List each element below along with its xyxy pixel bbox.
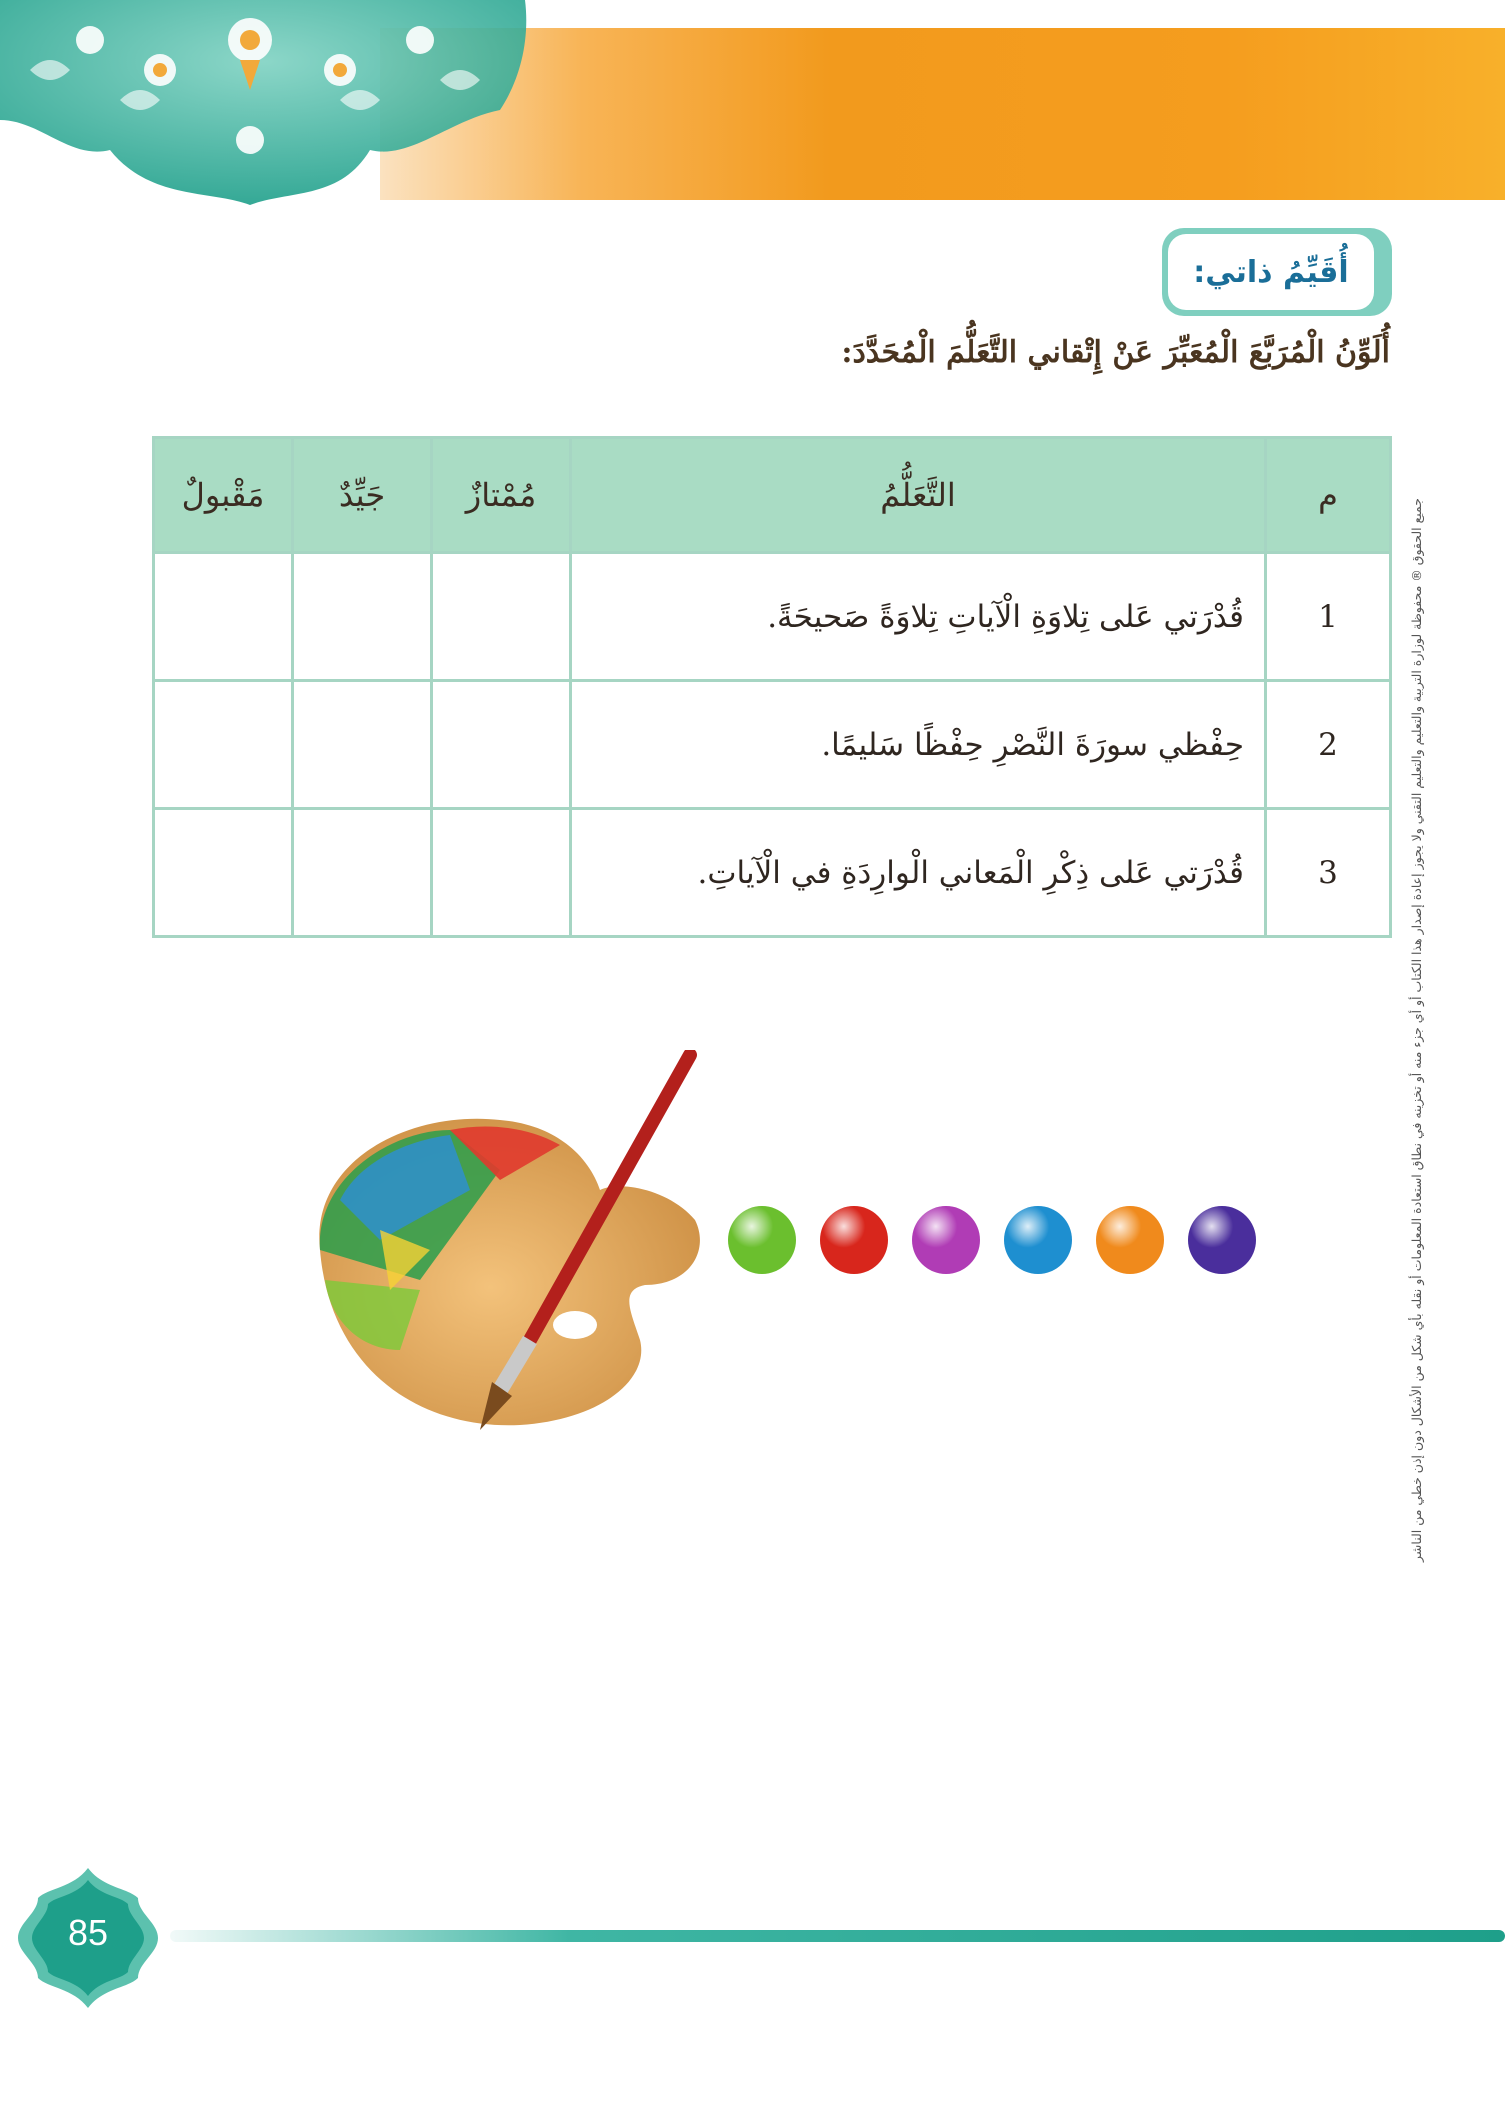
self-evaluation-label-inner [1168,234,1374,310]
table-row [154,681,1391,809]
row-number: 2 [1266,681,1391,809]
good-cell[interactable] [293,553,432,681]
table-row [154,553,1391,681]
self-evaluation-table [152,436,1392,938]
good-cell[interactable] [293,809,432,937]
header-good: جَيِّدٌ [293,438,432,553]
excellent-cell[interactable] [432,809,571,937]
copyright-note: جميع الحقوق ® محفوظة لوزارة التربية والتعليم والتعليم التقني ولا يجوز إعادة إصدار هذا الكتاب أو أي جزء منه أو تخزينه في نطاق استعادة المعلومات أو نقله بأي شكل من الأشكال دون إذن خطي من الناشر [1409,498,1424,1562]
table-row [154,809,1391,937]
row-learning-text: حِفْظي سورَةَ النَّصْرِ حِفْظًا سَليمًا. [571,681,1266,809]
section-title: أُقَيِّمُ ذاتي: [1193,254,1349,290]
acceptable-cell[interactable] [154,553,293,681]
excellent-cell[interactable] [432,681,571,809]
copyright-note-wrap [1405,460,1429,1600]
acceptable-cell[interactable] [154,809,293,937]
header-learning: التَّعَلُّمُ [571,438,1266,553]
paint-palette-icon [300,1050,720,1430]
good-cell[interactable] [293,681,432,809]
page-number: 85 [67,1912,109,1953]
excellent-cell[interactable] [432,553,571,681]
row-learning-text: قُدْرَتي عَلى ذِكْرِ الْمَعاني الْوارِدَةِ في الْآياتِ. [571,809,1266,937]
footer-line [170,1930,1505,1942]
color-dot-gloss [1096,1206,1164,1274]
header-num: م [1266,438,1391,553]
row-learning-text: قُدْرَتي عَلى تِلاوَةِ الْآياتِ تِلاوَةً صَحيحَةً. [571,553,1266,681]
color-dot-gloss [728,1206,796,1274]
color-dot-gloss [1188,1206,1256,1274]
header-excellent: مُمْتازٌ [432,438,571,553]
row-number: 3 [1266,809,1391,937]
acceptable-cell[interactable] [154,681,293,809]
header-acceptable: مَقْبولٌ [154,438,293,553]
row-number: 1 [1266,553,1391,681]
color-dot-gloss [1004,1206,1072,1274]
table-header-row [154,438,1391,553]
color-dot-gloss [912,1206,980,1274]
color-dots [722,1205,1262,1275]
self-evaluation-label-box [1162,228,1392,316]
islamic-ornament [0,0,560,230]
instruction-text: أُلَوِّنُ الْمُرَبَّعَ الْمُعَبِّرَ عَنْ إِتْقاني التَّعَلُّمَ الْمُحَدَّدَ: [841,335,1390,370]
color-dot-gloss [820,1206,888,1274]
